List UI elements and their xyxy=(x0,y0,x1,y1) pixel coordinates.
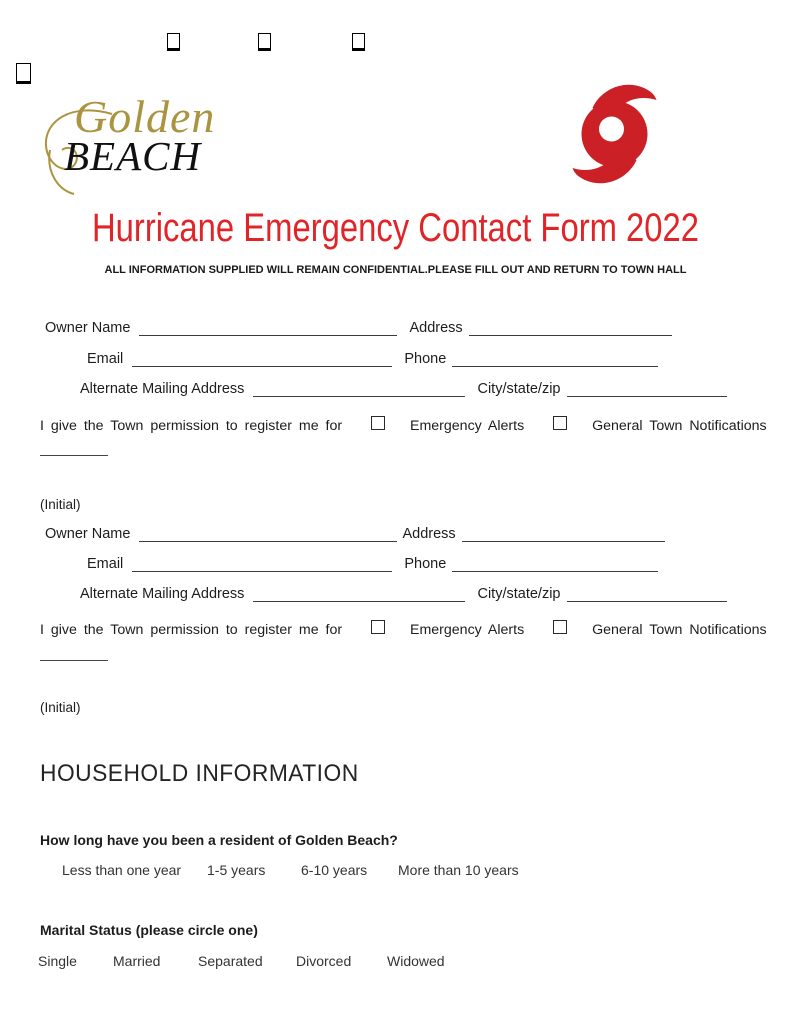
city-state-zip-line[interactable] xyxy=(567,587,727,602)
city-state-zip-line[interactable] xyxy=(567,382,727,397)
email-line[interactable] xyxy=(132,557,392,572)
owner1-name-row xyxy=(45,320,672,338)
missing-glyph-box xyxy=(352,33,365,51)
owner2-name-row xyxy=(45,526,665,544)
address-line[interactable] xyxy=(462,527,665,542)
emergency-alerts-checkbox[interactable] xyxy=(371,416,385,430)
residency-option-6-10-years[interactable]: 6-10 years xyxy=(301,862,368,878)
missing-glyph-box xyxy=(167,33,180,51)
marital-option-separated[interactable]: Separated xyxy=(198,953,263,969)
address-label: Address xyxy=(409,320,463,336)
initial-line[interactable] xyxy=(40,441,108,456)
general-notifications-checkbox[interactable] xyxy=(553,416,567,430)
initial-line[interactable] xyxy=(40,646,108,661)
owner2-email-row xyxy=(87,556,658,574)
page-title: Hurricane Emergency Contact Form 2022 xyxy=(91,206,700,250)
missing-glyph-box xyxy=(258,33,271,51)
logo-beach-text: BEACH xyxy=(64,133,202,179)
address-line[interactable] xyxy=(469,321,672,336)
missing-glyph-box xyxy=(16,63,31,84)
initial-label: (Initial) xyxy=(40,700,81,715)
residency-question: How long have you been a resident of Golden Beach? xyxy=(40,832,398,848)
alt-address-line[interactable] xyxy=(253,587,465,602)
general-notifications-label: General Town Notifications xyxy=(592,622,767,638)
email-label: Email xyxy=(87,351,124,367)
owner2-permission-row xyxy=(40,622,767,638)
alt-address-label: Alternate Mailing Address xyxy=(80,381,245,397)
email-label: Email xyxy=(87,556,124,572)
hurricane-icon xyxy=(563,84,666,189)
phone-label: Phone xyxy=(404,556,447,572)
owner1-email-row xyxy=(87,351,658,369)
golden-beach-logo xyxy=(48,92,268,192)
residency-option-1-5-years[interactable]: 1-5 years xyxy=(207,862,266,878)
residency-option-less-than-one-year[interactable]: Less than one year xyxy=(62,862,182,878)
owner-name-line[interactable] xyxy=(139,321,397,336)
phone-label: Phone xyxy=(404,351,447,367)
marital-status-label: Marital Status (please circle one) xyxy=(40,922,258,938)
emergency-alerts-label: Emergency Alerts xyxy=(410,418,525,434)
email-line[interactable] xyxy=(132,352,392,367)
city-state-zip-label: City/state/zip xyxy=(477,381,561,397)
address-label: Address xyxy=(402,526,456,542)
alt-address-line[interactable] xyxy=(253,382,465,397)
city-state-zip-label: City/state/zip xyxy=(477,586,561,602)
alt-address-label: Alternate Mailing Address xyxy=(80,586,245,602)
owner1-altaddress-row xyxy=(80,381,727,399)
marital-option-widowed[interactable]: Widowed xyxy=(387,953,445,969)
marital-option-divorced[interactable]: Divorced xyxy=(296,953,352,969)
phone-line[interactable] xyxy=(452,557,658,572)
emergency-alerts-checkbox[interactable] xyxy=(371,620,385,634)
marital-option-single[interactable]: Single xyxy=(38,953,77,969)
owner-name-label: Owner Name xyxy=(45,320,131,336)
phone-line[interactable] xyxy=(452,352,658,367)
general-notifications-checkbox[interactable] xyxy=(553,620,567,634)
marital-option-married[interactable]: Married xyxy=(113,953,161,969)
owner-name-label: Owner Name xyxy=(45,526,131,542)
residency-option-more-than-10-years[interactable]: More than 10 years xyxy=(398,862,519,878)
owner2-altaddress-row xyxy=(80,586,727,604)
permission-text: I give the Town permission to register me for xyxy=(40,622,343,638)
household-heading: HOUSEHOLD INFORMATION xyxy=(40,760,359,787)
owner1-permission-row xyxy=(40,418,767,434)
initial-label: (Initial) xyxy=(40,497,81,512)
owner-name-line[interactable] xyxy=(139,527,397,542)
confidentiality-note: ALL INFORMATION SUPPLIED WILL REMAIN CONFIDENTIAL.PLEASE FILL OUT AND RETURN TO TOWN HALL xyxy=(104,264,687,276)
emergency-alerts-label: Emergency Alerts xyxy=(410,622,525,638)
general-notifications-label: General Town Notifications xyxy=(592,418,767,434)
logo-golden-text: Golden xyxy=(74,91,216,142)
permission-text: I give the Town permission to register me for xyxy=(40,418,343,434)
